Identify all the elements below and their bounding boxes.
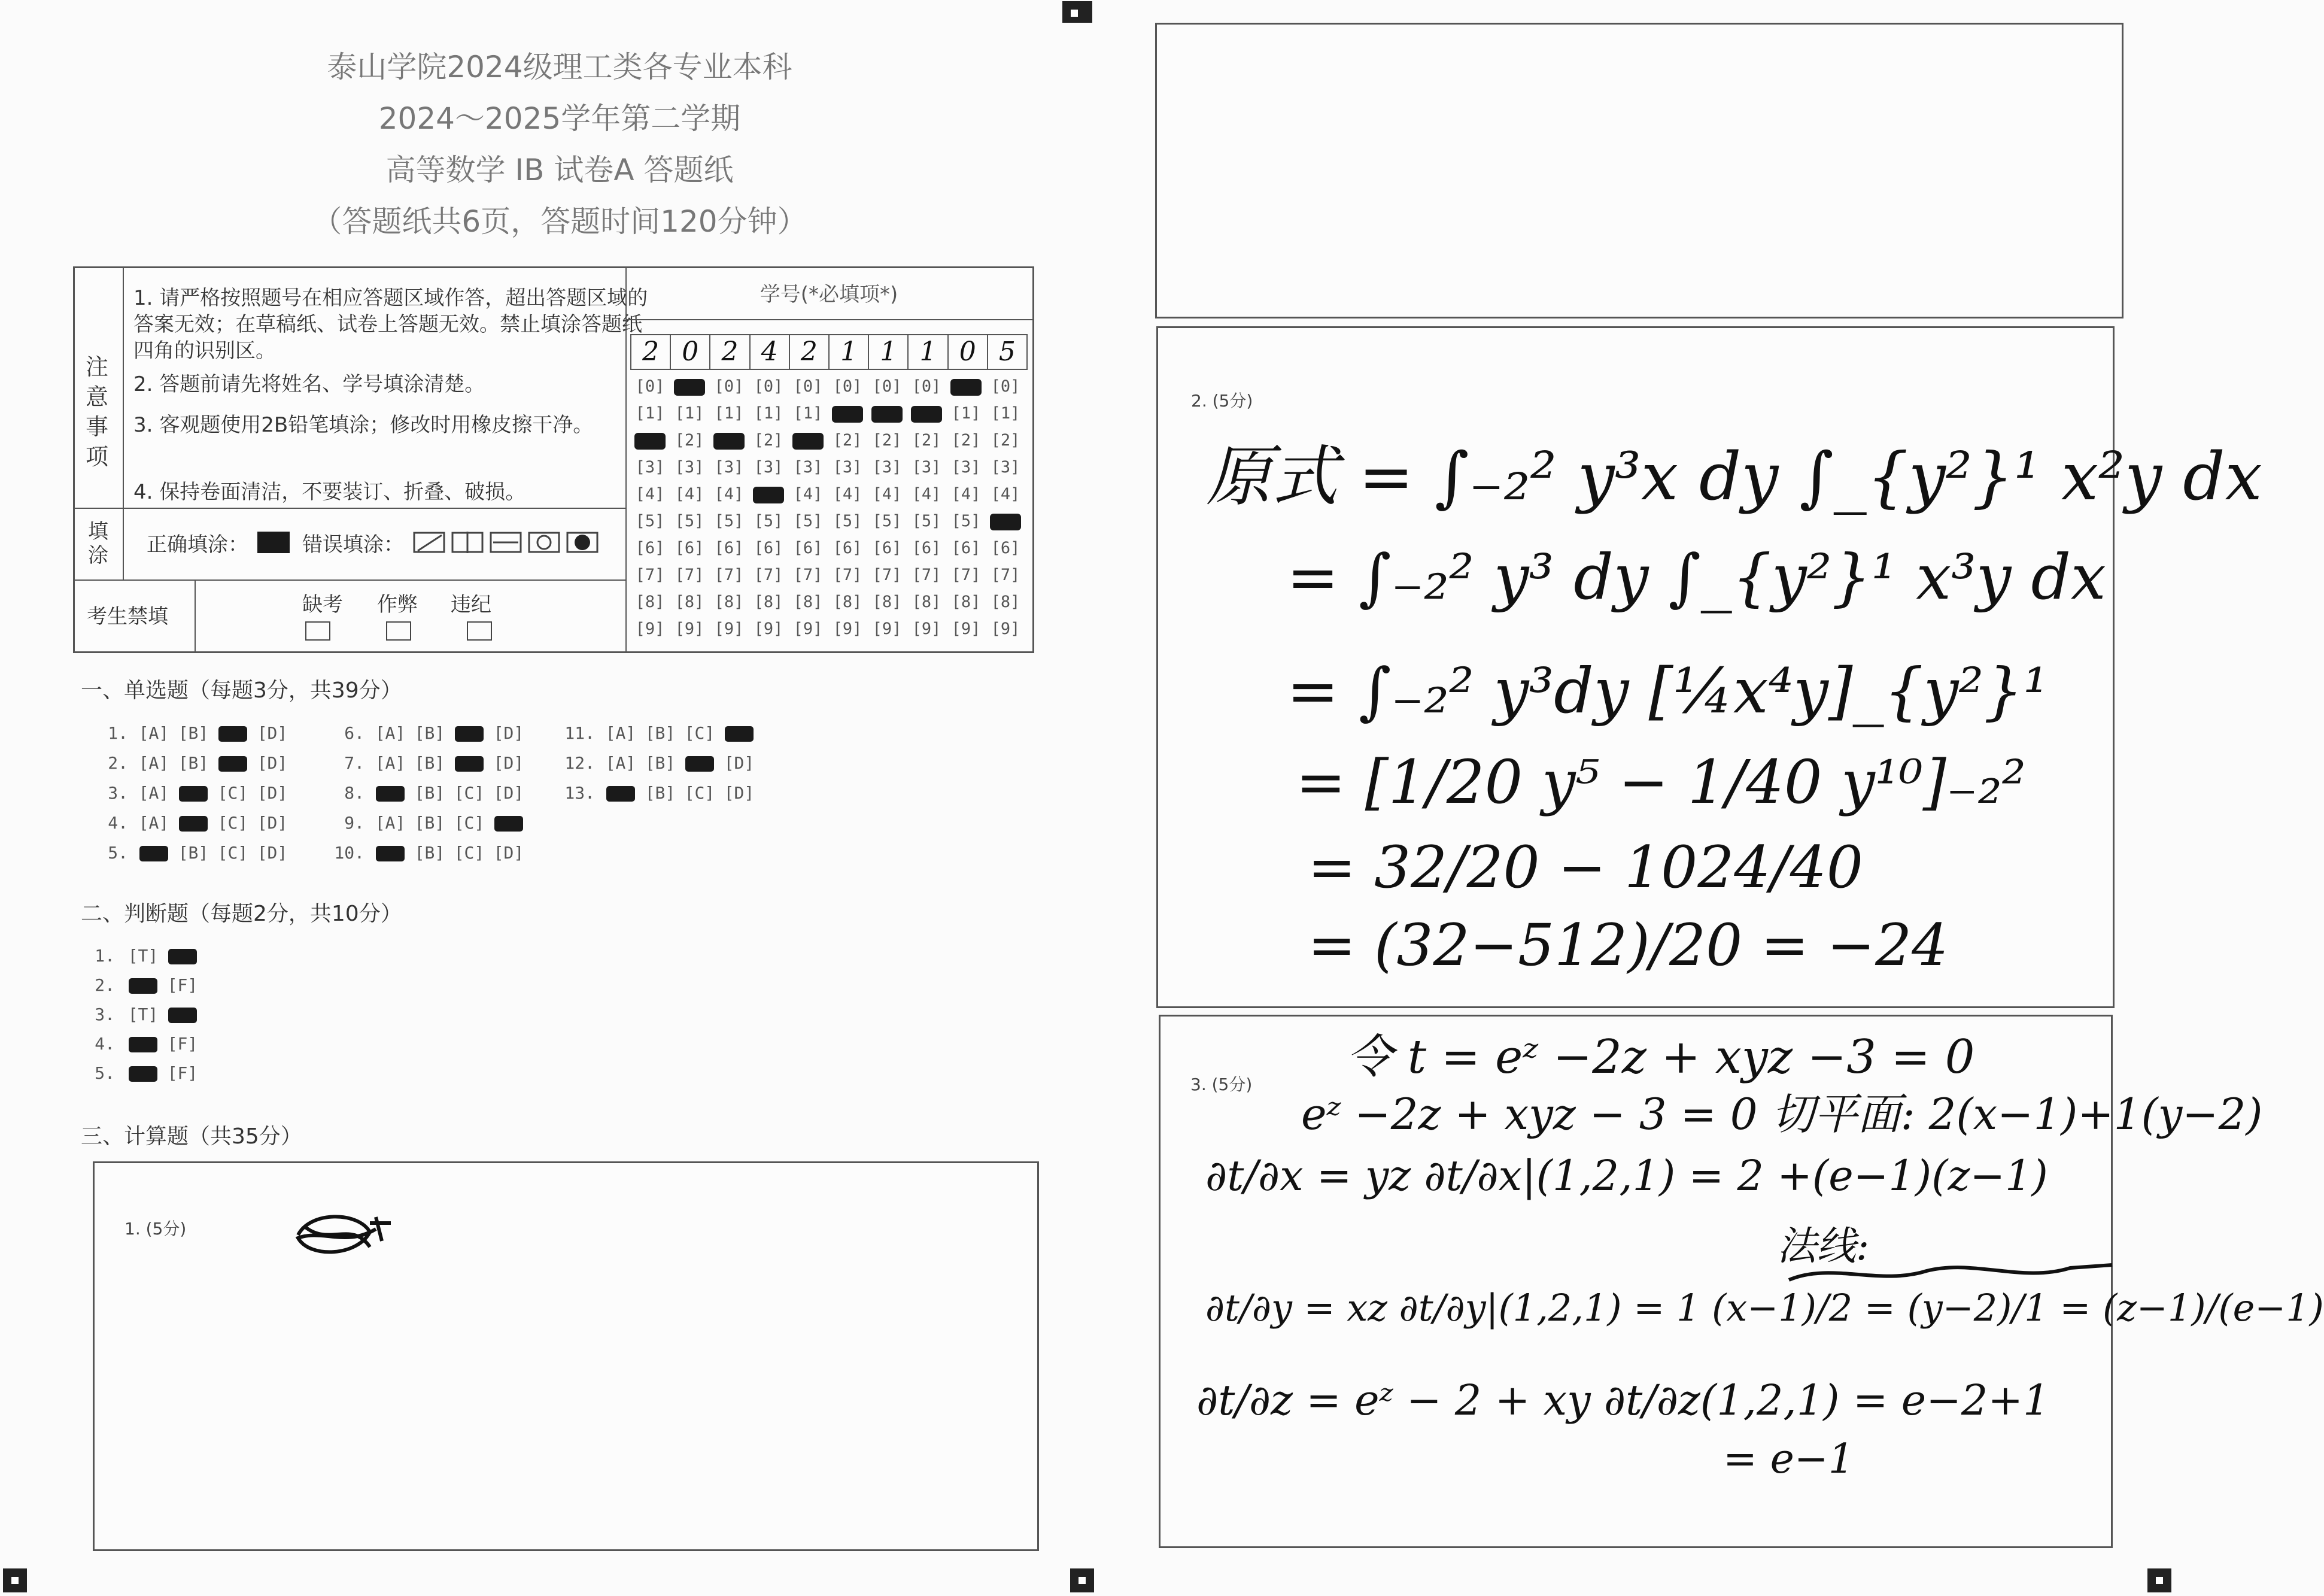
tf-number: 4. <box>95 1034 115 1054</box>
q2-line-3: = ∫₋₂² y³dy [¼x⁴y]_{y²}¹ <box>1287 654 2049 727</box>
mcq-option[interactable]: [C] <box>454 813 485 833</box>
student-id-bubble[interactable]: [9] <box>872 620 902 638</box>
tf-option[interactable]: [T] <box>127 1005 159 1024</box>
mcq-option[interactable]: [D] <box>257 783 288 803</box>
mcq-option[interactable]: [D] <box>493 723 524 743</box>
student-id-bubble[interactable]: [6] <box>635 539 665 557</box>
student-id-bubble-filled[interactable] <box>788 427 828 454</box>
mcq-option[interactable]: [B] <box>414 783 445 803</box>
mcq-option[interactable]: [D] <box>724 753 755 773</box>
tf-option-filled[interactable] <box>163 946 202 966</box>
mcq-option[interactable]: [A] <box>138 753 169 773</box>
student-id-bubble[interactable]: [4] <box>675 485 704 503</box>
mcq-option[interactable]: [B] <box>414 843 445 863</box>
mcq-number: 8. <box>344 783 364 803</box>
student-id-bubble[interactable]: [6] <box>754 539 783 557</box>
exam-title-line1: 泰山学院2024级理工类各专业本科 <box>327 50 792 84</box>
mcq-option[interactable]: [C] <box>217 843 248 863</box>
q1-scribble <box>286 1205 394 1271</box>
q2-line-5: = 32/20 − 1024/40 <box>1308 834 1863 901</box>
mcq-row <box>557 783 759 803</box>
q3-line-5: ∂t/∂y = xz ∂t/∂y|(1,2,1) = 1 (x−1)/2 = (y−2)/1 = (z−1)/(e−1) <box>1205 1286 2324 1330</box>
student-id-digit: 1 <box>868 335 907 369</box>
mcq-option[interactable]: [D] <box>493 843 524 863</box>
mcq-option[interactable]: [D] <box>257 843 288 863</box>
q3-answer-box[interactable] <box>1159 1015 2324 1548</box>
student-id-bubble[interactable]: [7] <box>991 566 1020 584</box>
student-id-bubble[interactable]: [8] <box>754 593 783 611</box>
mcq-number: 11. <box>564 723 595 743</box>
tf-number: 5. <box>95 1063 115 1083</box>
correct-fill-label: 正确填涂： <box>147 533 248 557</box>
student-id-bubble[interactable]: [8] <box>991 593 1020 611</box>
q3-label: 3. (5分) <box>1190 1075 1253 1094</box>
registration-mark-top-mid <box>1062 1 1092 23</box>
mcq-number: 5. <box>108 843 128 863</box>
student-id-bubble-filled[interactable] <box>709 427 749 454</box>
tf-option-filled[interactable] <box>163 1005 202 1024</box>
q2-label: 2. (5分) <box>1191 391 1253 411</box>
mcq-row <box>90 813 292 833</box>
mcq-row <box>326 753 528 773</box>
student-id-bubble[interactable]: [7] <box>714 566 744 584</box>
student-id-bubble[interactable]: [4] <box>991 485 1020 503</box>
exam-title-line3: 高等数学 IB 试卷A 答题纸 <box>385 153 734 187</box>
registration-mark-bottom-right <box>2147 1568 2171 1592</box>
notice-label: 注意事项 <box>86 354 109 470</box>
student-id-bubble[interactable]: [6] <box>714 539 744 557</box>
mcq-option[interactable]: [D] <box>493 783 524 803</box>
registration-mark-bottom-mid <box>1070 1568 1094 1592</box>
student-id-bubble[interactable]: [6] <box>675 539 704 557</box>
student-id-bubble[interactable]: [4] <box>714 485 744 503</box>
student-id-bubble[interactable]: [8] <box>951 593 981 611</box>
mcq-option[interactable]: [C] <box>454 783 485 803</box>
student-id-bubble[interactable]: [9] <box>754 620 783 638</box>
student-id-bubble[interactable]: [9] <box>991 620 1020 638</box>
student-id-bubble[interactable]: [4] <box>833 485 862 503</box>
mcq-number: 1. <box>108 723 128 743</box>
mcq-option[interactable]: [A] <box>375 753 406 773</box>
mcq-option[interactable]: [B] <box>414 753 445 773</box>
student-id-bubble[interactable]: [3] <box>675 458 704 477</box>
student-id-header: 学号(*必填项*) <box>760 283 898 307</box>
mcq-row <box>90 783 292 803</box>
mcq-option[interactable]: [B] <box>178 753 209 773</box>
mcq-option[interactable]: [B] <box>645 723 676 743</box>
q2-answer-box[interactable] <box>1156 326 2262 1008</box>
student-id-bubble[interactable]: [7] <box>833 566 862 584</box>
mcq-option[interactable]: [A] <box>138 723 169 743</box>
student-id-bubble[interactable]: [8] <box>635 593 665 611</box>
mcq-option[interactable]: [D] <box>493 753 524 773</box>
student-id-digit: 0 <box>670 335 709 369</box>
mcq-option[interactable]: [D] <box>257 723 288 743</box>
tf-row <box>90 1034 202 1054</box>
mcq-number: 10. <box>334 843 364 863</box>
q3-line-2: eᶻ −2z + xyz − 3 = 0 切平面: 2(x−1)+1(y−2) <box>1301 1089 2263 1139</box>
exam-title-line4: （答题纸共6页，答题时间120分钟） <box>312 204 807 239</box>
student-id-bubble[interactable]: [5] <box>714 512 744 530</box>
student-id-bubble[interactable]: [6] <box>793 539 823 557</box>
info-box <box>73 266 1034 653</box>
notice-item-2: 2. 答题前请先将姓名、学号填涂清楚。 <box>133 372 485 396</box>
q3-line-7: = e−1 <box>1723 1436 1855 1483</box>
student-id-bubble[interactable]: [3] <box>635 458 665 477</box>
mcq-option-filled[interactable] <box>134 843 174 863</box>
student-id-bubble[interactable]: [3] <box>912 458 941 477</box>
mcq-option[interactable]: [C] <box>217 783 248 803</box>
student-id-bubble[interactable]: [9] <box>793 620 823 638</box>
mcq-option-filled[interactable] <box>680 753 719 773</box>
violation-checkbox[interactable] <box>467 621 492 641</box>
tf-option[interactable]: [T] <box>127 946 159 966</box>
tf-row <box>90 946 202 966</box>
student-id-bubble[interactable]: [4] <box>951 485 981 503</box>
student-id-bubble-filled[interactable] <box>907 400 946 427</box>
q1-answer-box[interactable] <box>93 1161 1039 1551</box>
student-id-grid <box>630 373 1025 642</box>
tf-option[interactable]: [F] <box>167 1063 198 1083</box>
student-id-bubble[interactable]: [1] <box>754 404 783 423</box>
student-id-bubble[interactable]: [9] <box>675 620 704 638</box>
q2-line-6: = (32−512)/20 = −24 <box>1308 912 1949 979</box>
q2-line-2: = ∫₋₂² y³ dy ∫_{y²}¹ x³y dx <box>1287 541 2106 614</box>
mcq-option[interactable]: [C] <box>454 843 485 863</box>
student-id-bubble-filled[interactable] <box>749 481 788 508</box>
student-id-bubble[interactable]: [2] <box>833 431 862 450</box>
student-id-bubble[interactable]: [3] <box>991 458 1020 477</box>
tf-option-filled[interactable] <box>123 1034 163 1054</box>
student-id-bubble[interactable]: [1] <box>635 404 665 423</box>
tf-option[interactable]: [F] <box>167 975 198 995</box>
student-id-bubble[interactable]: [9] <box>912 620 941 638</box>
student-id-bubble[interactable]: [8] <box>793 593 823 611</box>
student-id-bubble-filled[interactable] <box>630 427 670 454</box>
student-id-digits <box>630 334 1028 370</box>
student-id-bubble[interactable]: [7] <box>912 566 941 584</box>
student-id-bubble-filled[interactable] <box>986 508 1025 535</box>
mcq-option[interactable]: [A] <box>138 813 169 833</box>
student-id-bubble[interactable]: [6] <box>912 539 941 557</box>
forbidden-label: 考生禁填 <box>87 605 168 629</box>
student-id-digit: 1 <box>828 335 868 369</box>
mcq-option[interactable]: [A] <box>605 723 636 743</box>
tf-option[interactable]: [F] <box>167 1034 198 1054</box>
student-id-bubble[interactable]: [9] <box>951 620 981 638</box>
mcq-option[interactable]: [C] <box>684 783 715 803</box>
student-id-bubble[interactable]: [0] <box>912 377 941 396</box>
section3-title: 三、计算题（共35分） <box>81 1124 302 1149</box>
mcq-option[interactable]: [A] <box>375 723 406 743</box>
mcq-row <box>90 723 292 743</box>
mcq-number: 7. <box>344 753 364 773</box>
q2-line-1: 原式 = ∫₋₂² y³x dy ∫_{y²}¹ x²y dx <box>1206 438 2262 515</box>
mcq-row <box>326 813 528 833</box>
student-id-bubble[interactable]: [4] <box>912 485 941 503</box>
q3-line-3: ∂t/∂x = yz ∂t/∂x|(1,2,1) = 2 +(e−1)(z−1) <box>1205 1151 2048 1200</box>
student-id-bubble[interactable]: [4] <box>872 485 902 503</box>
tf-option-filled[interactable] <box>123 1063 163 1083</box>
student-id-bubble[interactable]: [8] <box>872 593 902 611</box>
mcq-option[interactable]: [A] <box>605 753 636 773</box>
q1-label: 1. (5分) <box>124 1219 187 1239</box>
student-id-bubble[interactable]: [3] <box>951 458 981 477</box>
student-id-bubble[interactable]: [5] <box>793 512 823 530</box>
student-id-bubble[interactable]: [6] <box>872 539 902 557</box>
student-id-bubble[interactable]: [5] <box>951 512 981 530</box>
student-id-bubble[interactable]: [0] <box>833 377 862 396</box>
q3-line-1: 令 t = eᶻ −2z + xyz −3 = 0 <box>1346 1030 1975 1084</box>
student-id-bubble-filled[interactable] <box>867 400 907 427</box>
mcq-number: 2. <box>108 753 128 773</box>
mcq-option[interactable]: [B] <box>645 753 676 773</box>
student-id-bubble-filled[interactable] <box>670 373 709 400</box>
student-id-bubble[interactable]: [1] <box>675 404 704 423</box>
mcq-option-filled[interactable] <box>174 813 213 833</box>
cheat-checkbox[interactable] <box>386 621 411 641</box>
student-id-bubble[interactable]: [0] <box>635 377 665 396</box>
student-id-bubble[interactable]: [8] <box>912 593 941 611</box>
student-id-bubble[interactable]: [3] <box>793 458 823 477</box>
student-id-digit: 2 <box>789 335 828 369</box>
mcq-row <box>557 753 759 773</box>
mcq-row <box>557 723 759 743</box>
student-id-bubble[interactable]: [2] <box>872 431 902 450</box>
student-id-bubble[interactable]: [1] <box>714 404 744 423</box>
q3-strikethrough <box>1783 1256 2118 1292</box>
student-id-bubble[interactable]: [7] <box>872 566 902 584</box>
mcq-number: 12. <box>564 753 595 773</box>
mcq-row <box>90 843 292 863</box>
student-id-digit: 1 <box>907 335 947 369</box>
student-id-digit: 4 <box>749 335 789 369</box>
mcq-option[interactable]: [B] <box>414 813 445 833</box>
mcq-option-filled[interactable] <box>370 783 410 803</box>
mcq-number: 3. <box>108 783 128 803</box>
mcq-option-filled[interactable] <box>601 783 640 803</box>
tf-row <box>90 975 202 995</box>
notice-item-1: 1. 请严格按照题号在相应答题区域作答，超出答题区域的答案无效；在草稿纸、试卷上答题无效。禁止填涂答题纸四角的识别区。 <box>133 286 648 363</box>
student-id-bubble-filled[interactable] <box>828 400 867 427</box>
student-id-bubble[interactable]: [5] <box>675 512 704 530</box>
student-id-bubble[interactable]: [5] <box>833 512 862 530</box>
section2-title: 二、判断题（每题2分，共10分） <box>81 902 402 926</box>
notice-item-4: 4. 保持卷面清洁，不要装订、折叠、破损。 <box>133 480 526 504</box>
q3-line-6: ∂t/∂z = eᶻ − 2 + xy ∂t/∂z(1,2,1) = e−2+1 <box>1196 1376 2050 1425</box>
correct-fill-example <box>257 532 290 553</box>
student-id-bubble[interactable]: [7] <box>675 566 704 584</box>
mcq-option-filled[interactable] <box>449 723 489 743</box>
mcq-option[interactable]: [D] <box>724 783 755 803</box>
filling-label: 填涂 <box>88 520 108 568</box>
student-id-bubble[interactable]: [9] <box>714 620 744 638</box>
q3-line-4: 法线: <box>1777 1223 1870 1269</box>
student-id-digit: 2 <box>642 336 660 367</box>
tf-row <box>90 1063 202 1083</box>
mcq-row <box>90 753 292 773</box>
student-id-bubble[interactable]: [0] <box>793 377 823 396</box>
student-id-bubble[interactable]: [7] <box>793 566 823 584</box>
mcq-number: 4. <box>108 813 128 833</box>
student-id-bubble[interactable]: [1] <box>793 404 823 423</box>
section1-title: 一、单选题（每题3分，共39分） <box>81 678 402 703</box>
mcq-option-filled[interactable] <box>489 813 528 833</box>
q2-line-4: = [1/20 y⁵ − 1/40 y¹⁰]₋₂² <box>1296 747 2026 817</box>
student-id-bubble[interactable]: [6] <box>991 539 1020 557</box>
student-id-bubble[interactable]: [1] <box>951 404 981 423</box>
mcq-row <box>326 843 528 863</box>
student-id-bubble[interactable]: [3] <box>754 458 783 477</box>
student-id-bubble-filled[interactable] <box>946 373 986 400</box>
exam-title-line2: 2024～2025学年第二学期 <box>378 101 741 136</box>
tf-option-filled[interactable] <box>123 975 163 995</box>
mcq-option[interactable]: [B] <box>178 843 209 863</box>
student-id-bubble[interactable]: [3] <box>714 458 744 477</box>
tf-number: 1. <box>95 946 115 966</box>
mcq-option[interactable]: [D] <box>257 753 288 773</box>
student-id-bubble[interactable]: [5] <box>872 512 902 530</box>
mcq-option[interactable]: [A] <box>138 783 169 803</box>
student-id-bubble[interactable]: [2] <box>754 431 783 450</box>
mcq-option[interactable]: [C] <box>217 813 248 833</box>
student-id-bubble[interactable]: [6] <box>833 539 862 557</box>
student-id-bubble[interactable]: [0] <box>991 377 1020 396</box>
student-id-bubble[interactable]: [8] <box>833 593 862 611</box>
student-id-bubble[interactable]: [2] <box>912 431 941 450</box>
mcq-option[interactable]: [D] <box>257 813 288 833</box>
mcq-option[interactable]: [A] <box>375 813 406 833</box>
student-id-bubble[interactable]: [2] <box>675 431 704 450</box>
student-id-bubble[interactable]: [7] <box>635 566 665 584</box>
student-id-bubble[interactable]: [7] <box>951 566 981 584</box>
student-id-digit: 5 <box>987 335 1026 369</box>
cheat-label: 作弊 <box>377 593 418 617</box>
student-id-bubble[interactable]: [7] <box>754 566 783 584</box>
mcq-option[interactable]: [B] <box>414 723 445 743</box>
mcq-option-filled[interactable] <box>213 723 253 743</box>
mcq-option-filled[interactable] <box>449 753 489 773</box>
mcq-row <box>326 723 528 743</box>
absent-checkbox[interactable] <box>305 621 330 641</box>
student-id-bubble[interactable]: [1] <box>991 404 1020 423</box>
mcq-option[interactable]: [B] <box>178 723 209 743</box>
student-id-bubble[interactable]: [9] <box>635 620 665 638</box>
student-id-bubble[interactable]: [3] <box>833 458 862 477</box>
mcq-number: 9. <box>344 813 364 833</box>
mcq-option-filled[interactable] <box>174 783 213 803</box>
student-id-bubble[interactable]: [0] <box>872 377 902 396</box>
mcq-row <box>326 783 528 803</box>
student-id-digit: 0 <box>947 335 987 369</box>
student-id-bubble[interactable]: [3] <box>872 458 902 477</box>
student-id-bubble[interactable]: [8] <box>714 593 744 611</box>
student-id-bubble[interactable]: [9] <box>833 620 862 638</box>
mcq-number: 6. <box>344 723 364 743</box>
mcq-option-filled[interactable] <box>370 843 410 863</box>
mcq-option[interactable]: [B] <box>645 783 676 803</box>
registration-mark-bottom-left <box>3 1568 27 1592</box>
student-id-bubble[interactable]: [4] <box>793 485 823 503</box>
mcq-number: 13. <box>564 783 595 803</box>
mcq-option-filled[interactable] <box>719 723 759 743</box>
absent-label: 缺考 <box>302 593 343 617</box>
tf-number: 3. <box>95 1005 115 1024</box>
tf-row <box>90 1005 202 1024</box>
tf-number: 2. <box>95 975 115 995</box>
notice-item-3: 3. 客观题使用2B铅笔填涂；修改时用橡皮擦干净。 <box>133 413 594 437</box>
student-id-bubble[interactable]: [2] <box>951 431 981 450</box>
wrong-fill-examples <box>413 529 610 556</box>
student-id-bubble[interactable]: [0] <box>714 377 744 396</box>
student-id-bubble[interactable]: [6] <box>951 539 981 557</box>
q1-continued-box[interactable] <box>1155 23 2124 318</box>
student-id-digit: 2 <box>709 335 749 369</box>
student-id-bubble[interactable]: [0] <box>754 377 783 396</box>
student-id-bubble[interactable]: [4] <box>635 485 665 503</box>
violation-label: 违纪 <box>451 593 491 617</box>
mcq-option-filled[interactable] <box>213 753 253 773</box>
mcq-option[interactable]: [C] <box>684 723 715 743</box>
student-id-bubble[interactable]: [2] <box>991 431 1020 450</box>
student-id-bubble[interactable]: [8] <box>675 593 704 611</box>
student-id-bubble[interactable]: [5] <box>635 512 665 530</box>
student-id-bubble[interactable]: [5] <box>754 512 783 530</box>
wrong-fill-label: 错误填涂： <box>302 533 404 557</box>
student-id-bubble[interactable]: [5] <box>912 512 941 530</box>
